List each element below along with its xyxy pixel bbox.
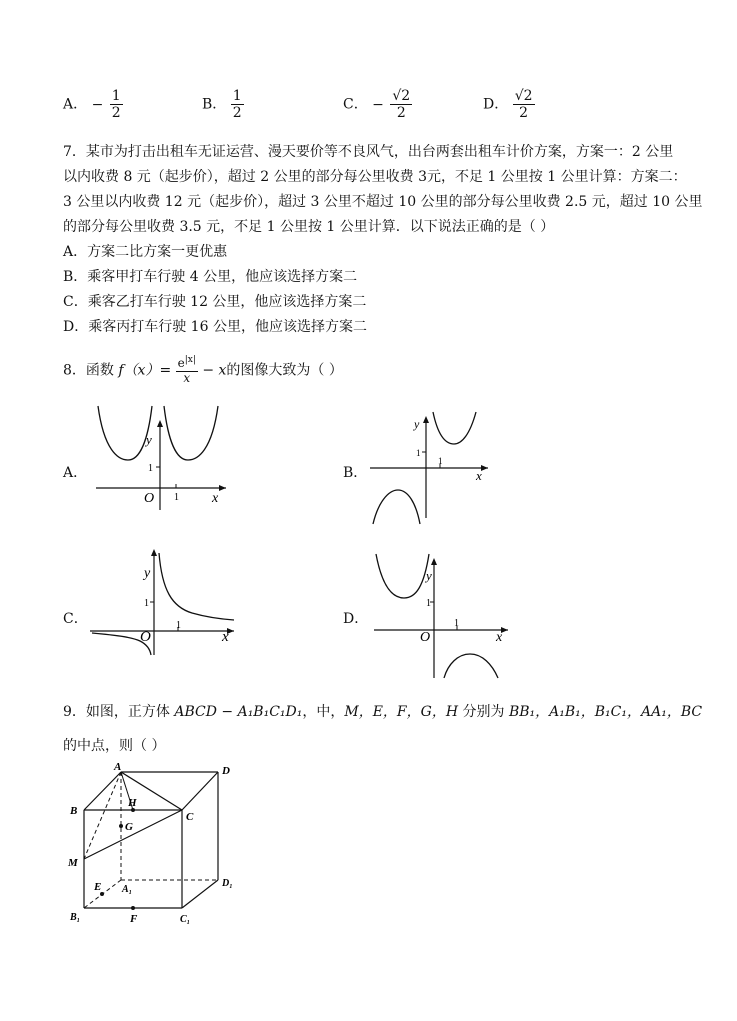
sqrt-symbol: √ bbox=[392, 88, 402, 104]
x-one: 1 bbox=[176, 620, 181, 631]
y-label: y bbox=[414, 417, 420, 431]
exponent: |x| bbox=[184, 355, 196, 365]
x-arrow bbox=[481, 465, 488, 471]
option-label: C． bbox=[343, 96, 368, 113]
graph-label-d: D． bbox=[343, 611, 369, 627]
y-one: 1 bbox=[416, 448, 421, 458]
sqrt-symbol: √ bbox=[514, 88, 524, 104]
cube-figure bbox=[62, 760, 252, 930]
function-name: f（x）= bbox=[118, 362, 172, 379]
origin-label: O bbox=[140, 629, 151, 645]
curve-right bbox=[164, 406, 218, 460]
point-f bbox=[131, 906, 135, 910]
segment-am bbox=[84, 772, 121, 859]
graph-b bbox=[368, 408, 493, 528]
segment-mc bbox=[84, 810, 182, 859]
option-label: B． bbox=[202, 96, 227, 113]
q9-stem-line-2: 的中点，则（ ） bbox=[63, 738, 166, 754]
radicand: 2 bbox=[523, 88, 533, 104]
numerator: 1 bbox=[232, 88, 242, 104]
fraction bbox=[390, 88, 412, 121]
curve-right bbox=[159, 553, 234, 620]
origin-label: O bbox=[420, 630, 431, 645]
graph-c bbox=[88, 545, 238, 657]
q9-prefix: 9．如图，正方体 bbox=[63, 704, 175, 720]
point-g bbox=[119, 824, 123, 828]
graph-label-b: B． bbox=[343, 465, 368, 481]
fraction bbox=[110, 88, 123, 121]
q6-option-c bbox=[343, 88, 412, 121]
q7-stem-line-3: 3 公里以内收费 12 元（起步价），超过 3 公里不超过 10 公里的部分每公里收费 2.5 元，超过 10 公里 bbox=[63, 194, 703, 210]
q6-option-d bbox=[483, 88, 535, 121]
y-arrow bbox=[431, 558, 437, 565]
numerator bbox=[390, 88, 412, 105]
q7-option-c: C．乘客乙打车行驶 12 公里，他应该选择方案二 bbox=[63, 294, 367, 310]
q9-stem-line-1 bbox=[63, 701, 702, 721]
label-b1: B₁ bbox=[70, 912, 81, 923]
fraction bbox=[231, 88, 244, 121]
origin-label: O bbox=[144, 491, 155, 506]
label-h: H bbox=[128, 797, 137, 809]
q8-stem bbox=[63, 355, 343, 386]
curve-right bbox=[444, 654, 498, 678]
option-label: D． bbox=[483, 96, 509, 113]
label-c1: C₁ bbox=[180, 914, 191, 925]
x-one: 1 bbox=[438, 456, 443, 466]
radicand: 2 bbox=[401, 88, 411, 104]
label-f: F bbox=[130, 913, 138, 925]
label-a1: A₁ bbox=[122, 884, 133, 895]
numerator bbox=[513, 88, 535, 105]
label-m: M bbox=[68, 857, 78, 869]
x-one: 1 bbox=[174, 492, 179, 503]
q7-stem-line-1: 7．某市为打击出租车无证运营、漫天要价等不良风气，出台两套出租车计价方案，方案一：2 公里 bbox=[63, 144, 674, 160]
q7-option-d: D．乘客丙打车行驶 16 公里，他应该选择方案二 bbox=[63, 319, 367, 335]
minus-sign: − bbox=[91, 96, 104, 113]
x-label: x bbox=[222, 629, 229, 645]
x-label: x bbox=[476, 468, 482, 483]
graph-d bbox=[372, 550, 512, 680]
curve-left bbox=[376, 554, 429, 598]
graph-label-a: A． bbox=[63, 465, 88, 481]
denominator: 2 bbox=[396, 105, 406, 122]
q7-option-a: A．方案二比方案一更优惠 bbox=[63, 244, 228, 260]
y-label: y bbox=[144, 566, 151, 581]
x-label: x bbox=[496, 630, 503, 645]
denominator: x bbox=[183, 370, 191, 385]
fraction bbox=[176, 355, 198, 386]
label-d: D bbox=[222, 765, 230, 777]
x-arrow bbox=[219, 485, 226, 491]
label-e: E bbox=[94, 881, 102, 893]
edge-ab bbox=[84, 772, 121, 810]
denominator: 2 bbox=[519, 105, 529, 122]
edge-dc bbox=[182, 772, 218, 810]
numerator: 1 bbox=[111, 88, 121, 104]
q9-mid: ，中， bbox=[302, 704, 345, 720]
numerator bbox=[176, 355, 198, 372]
q9-mid2: 分别为 bbox=[458, 704, 509, 720]
minus-x: − x bbox=[202, 362, 227, 379]
y-one: 1 bbox=[426, 598, 431, 609]
label-c: C bbox=[186, 811, 194, 823]
curve-left bbox=[373, 490, 420, 524]
q6-option-a bbox=[63, 88, 123, 121]
graph-label-c: C． bbox=[63, 611, 88, 627]
option-label: A． bbox=[63, 96, 88, 113]
points-list: M，E，F，G，H bbox=[344, 704, 459, 720]
denominator: 2 bbox=[111, 105, 121, 122]
edge-c1d1 bbox=[182, 880, 218, 908]
label-a: A bbox=[114, 761, 122, 773]
edges-list: BB₁，A₁B₁，B₁C₁，AA₁，BC bbox=[508, 704, 703, 720]
q6-option-b bbox=[202, 88, 244, 121]
y-label: y bbox=[426, 568, 432, 583]
x-one: 1 bbox=[454, 618, 459, 629]
fraction bbox=[513, 88, 535, 121]
y-arrow bbox=[151, 549, 157, 556]
graph-a bbox=[88, 400, 228, 512]
minus-sign: − bbox=[372, 96, 384, 113]
y-label: y bbox=[146, 432, 152, 447]
curve-left bbox=[98, 406, 152, 460]
cube-name: ABCD − A₁B₁C₁D₁ bbox=[174, 704, 303, 720]
q8-suffix: 的图像大致为（ ） bbox=[226, 362, 343, 379]
denominator: 2 bbox=[232, 105, 242, 122]
curve-right bbox=[433, 412, 476, 444]
y-arrow bbox=[423, 416, 429, 423]
q8-prefix: 8．函数 bbox=[63, 362, 114, 379]
q7-option-b: B．乘客甲打车行驶 4 公里，他应该选择方案二 bbox=[63, 269, 358, 285]
q7-stem-line-2: 以内收费 8 元（起步价），超过 2 公里的部分每公里收费 3元，不足 1 公里按 1 公里计算：方案二： bbox=[63, 169, 687, 185]
q7-stem-line-4: 的部分每公里收费 3.5 元，不足 1 公里按 1 公里计算．以下说法正确的是（ ） bbox=[63, 219, 555, 235]
y-one: 1 bbox=[144, 598, 149, 609]
label-b: B bbox=[70, 805, 78, 817]
y-one: 1 bbox=[148, 463, 153, 474]
label-g: G bbox=[125, 821, 133, 833]
label-d1: D₁ bbox=[222, 878, 233, 889]
y-arrow bbox=[157, 420, 163, 427]
base-e: e bbox=[177, 356, 185, 370]
x-label: x bbox=[212, 491, 219, 506]
